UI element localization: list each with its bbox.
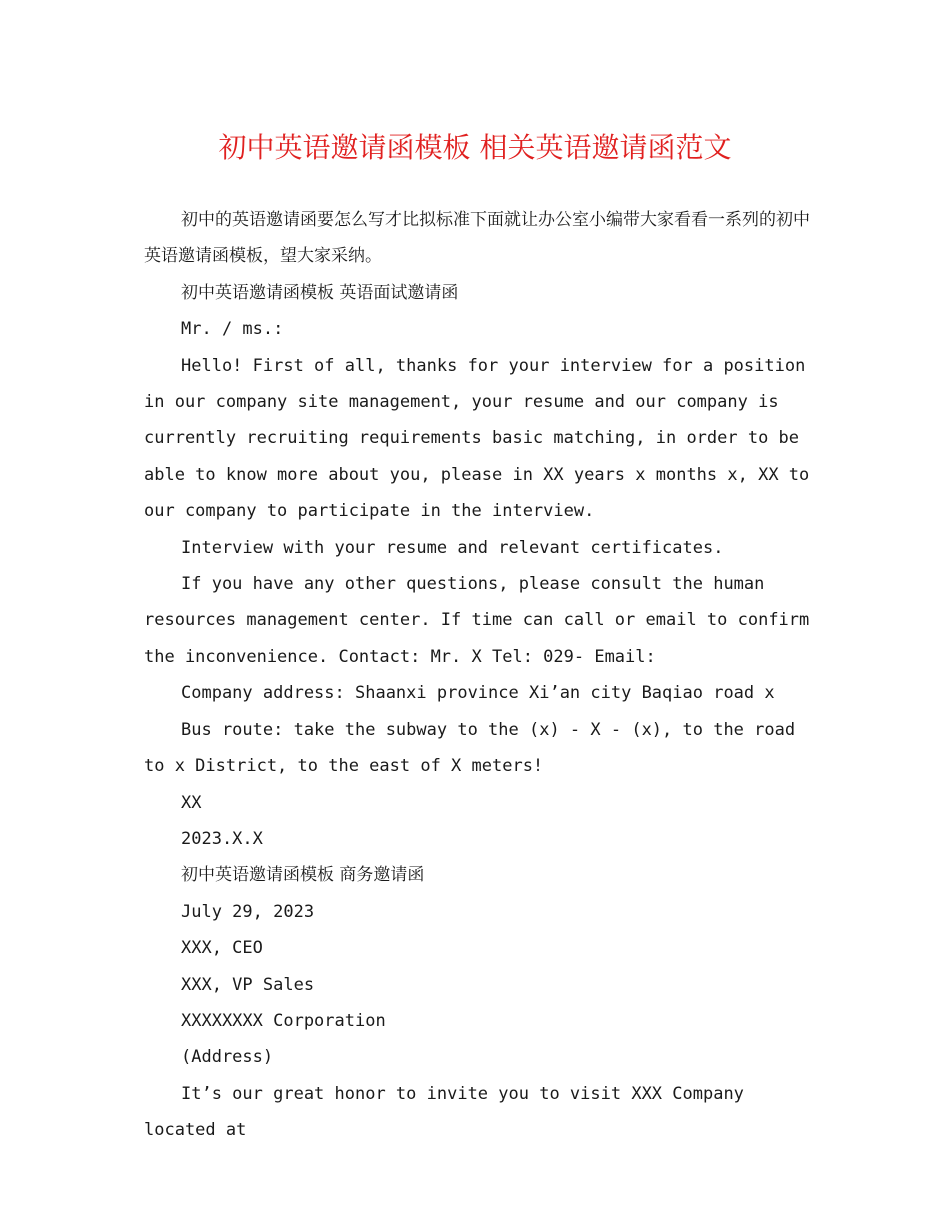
recipient-corporation: XXXXXXXX Corporation xyxy=(181,1010,386,1031)
letter-date: July 29, 2023 xyxy=(181,901,315,922)
recipient-vp-sales: XXX, VP Sales xyxy=(181,974,315,995)
section-heading-business: 初中英语邀请函模板 商务邀请函 xyxy=(181,865,425,886)
signature-date: 2023.X.X xyxy=(181,828,263,849)
document-body xyxy=(144,202,820,1149)
document-title: 初中英语邀请函模板 相关英语邀请函范文 xyxy=(218,131,732,164)
interview-paragraph: Hello! First of all, thanks for your interview for a position in our company site management, your resume and our company is currently recruiting requirements basic matching, in order to be able to know more about you, please in XX years x months x, XX to our company to participate in the interview. xyxy=(144,355,820,522)
invitation-paragraph: It’s our great honor to invite you to visit XXX Company located at xyxy=(144,1083,755,1141)
bus-route: Bus route: take the subway to the (x) - X - (x), to the road to x District, to the east of X meters! xyxy=(144,719,806,777)
recipient-address: (Address) xyxy=(181,1047,274,1068)
questions-paragraph: If you have any other questions, please consult the human resources management center. If time can call or email to confirm the inconvenience. Contact: Mr. X Tel: 029- Email: xyxy=(144,574,820,667)
recipient-ceo: XXX, CEO xyxy=(181,938,263,959)
intro-paragraph: 初中的英语邀请函要怎么写才比拟标准下面就让办公室小编带大家看看一系列的初中英语邀请函模板，望大家采纳。 xyxy=(144,210,810,267)
company-address: Company address: Shaanxi province Xi’an city Baqiao road x xyxy=(181,683,775,704)
signature-name: XX xyxy=(181,792,202,813)
section-heading-interview: 初中英语邀请函模板 英语面试邀请函 xyxy=(181,282,459,303)
resume-paragraph: Interview with your resume and relevant certificates. xyxy=(181,537,724,558)
salutation: Mr. / ms.: xyxy=(181,319,284,340)
